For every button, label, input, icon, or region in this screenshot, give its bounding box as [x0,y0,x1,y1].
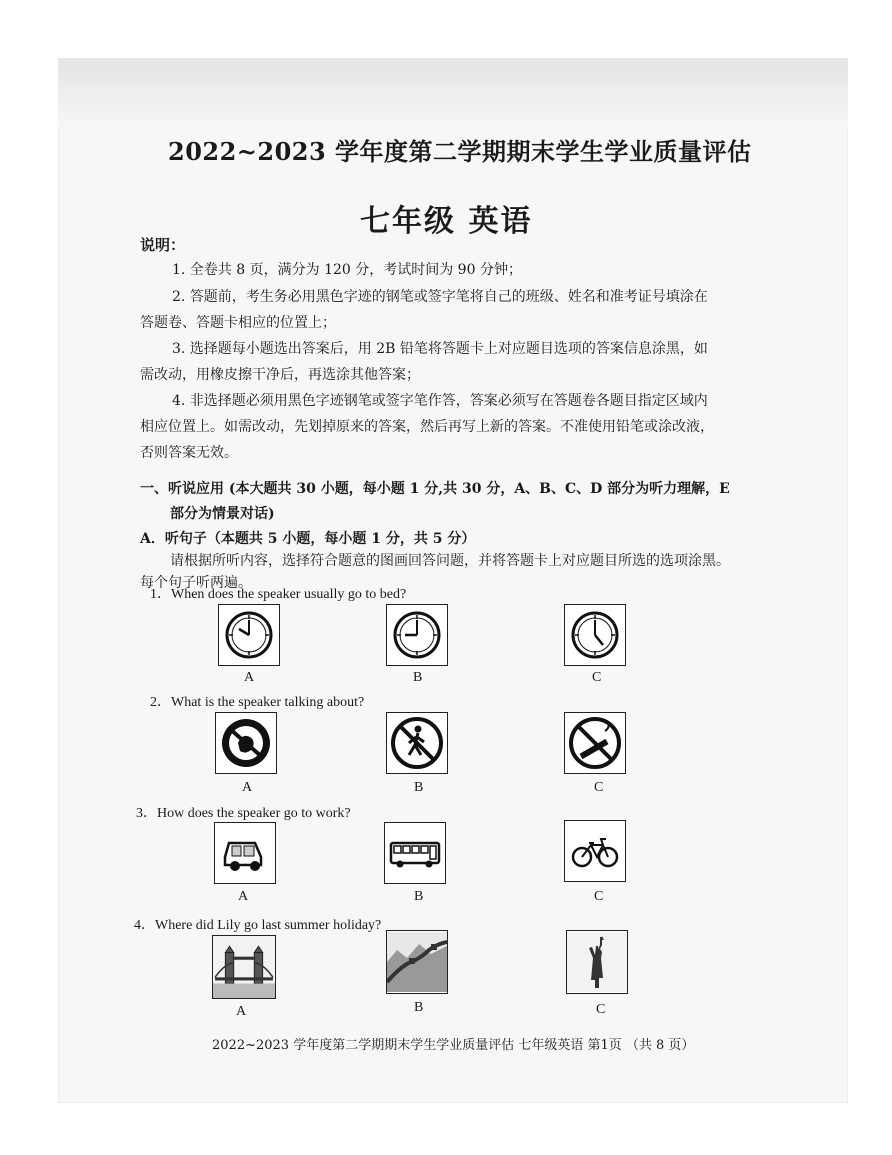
no-littering-icon [215,712,277,774]
question-1: 1．When does the speaker usually go to bed? [150,587,407,602]
option-label: C [594,889,604,904]
question-3: 3．How does the speaker go to work? [136,806,351,821]
question-2: 2．What is the speaker talking about? [150,695,365,710]
page-footer: 2022~2023 学年度第二学期期末学生学业质量评估 七年级英语 第1页 （共 8 页） [212,1038,695,1053]
instruction-line: 3. 选择题每小题选出答案后，用 2B 铅笔将答题卡上对应题目选项的答案信息涂黑，如 [172,341,708,357]
option-label: A [244,670,255,685]
exam-subtitle: 七年级 英语 [360,204,533,239]
great-wall-icon [386,930,448,994]
option-label: A [236,1004,247,1019]
bicycle-icon [564,820,626,882]
question-4: 4．Where did Lily go last summer holiday? [134,918,382,933]
instruction-line: 1. 全卷共 8 页，满分为 120 分，考试时间为 90 分钟； [172,262,522,278]
instruction-line: 相应位置上。如需改动，先划掉原来的答案，然后再写上新的答案。不准使用铅笔或涂改液， [140,419,714,435]
no-smoking-icon [564,712,626,774]
clock-icon [386,604,448,666]
instruction-line: 2. 答题前，考生务必用黑色字迹的钢笔或签字笔将自己的班级、姓名和准考证号填涂在 [172,289,708,305]
part-a-direction: 每个句子听两遍。 [140,575,252,591]
instructions-heading: 说明： [140,236,186,254]
option-label: A [238,889,249,904]
instruction-line: 答题卷、答题卡相应的位置上； [140,315,336,331]
paper-fold-shadow [58,58,848,128]
clock-icon [218,604,280,666]
tower-bridge-icon [212,935,276,999]
option-label: B [414,780,424,795]
instruction-line: 否则答案无效。 [140,445,238,461]
clock-icon [564,604,626,666]
part-a-heading: A．听句子（本题共 5 小题，每小题 1 分，共 5 分） [140,531,476,547]
option-label: B [414,1000,424,1015]
option-label: B [414,889,424,904]
statue-of-liberty-icon [566,930,628,994]
option-label: C [592,670,602,685]
section-heading: 一、听说应用 (本大题共 30 小题，每小题 1 分,共 30 分，A、B、C、D 部分为听力理解，E [140,481,730,497]
section-heading-cont: 部分为情景对话) [170,506,275,522]
exam-title: 2022~2023 学年度第二学期期末学生学业质量评估 [168,137,752,166]
part-a-direction: 请根据所听内容，选择符合题意的图画回答问题，并将答题卡上对应题目所选的选项涂黑。 [170,553,730,569]
no-pedestrians-icon [386,712,448,774]
option-label: C [596,1002,606,1017]
bus-icon [384,822,446,884]
option-label: B [413,670,423,685]
instruction-line: 需改动，用橡皮擦干净后，再选涂其他答案； [140,367,420,383]
instruction-line: 4. 非选择题必须用黑色字迹钢笔或签字笔作答，答案必须写在答题卷各题目指定区域内 [172,393,708,409]
car-icon [214,822,276,884]
option-label: A [242,780,253,795]
option-label: C [594,780,604,795]
